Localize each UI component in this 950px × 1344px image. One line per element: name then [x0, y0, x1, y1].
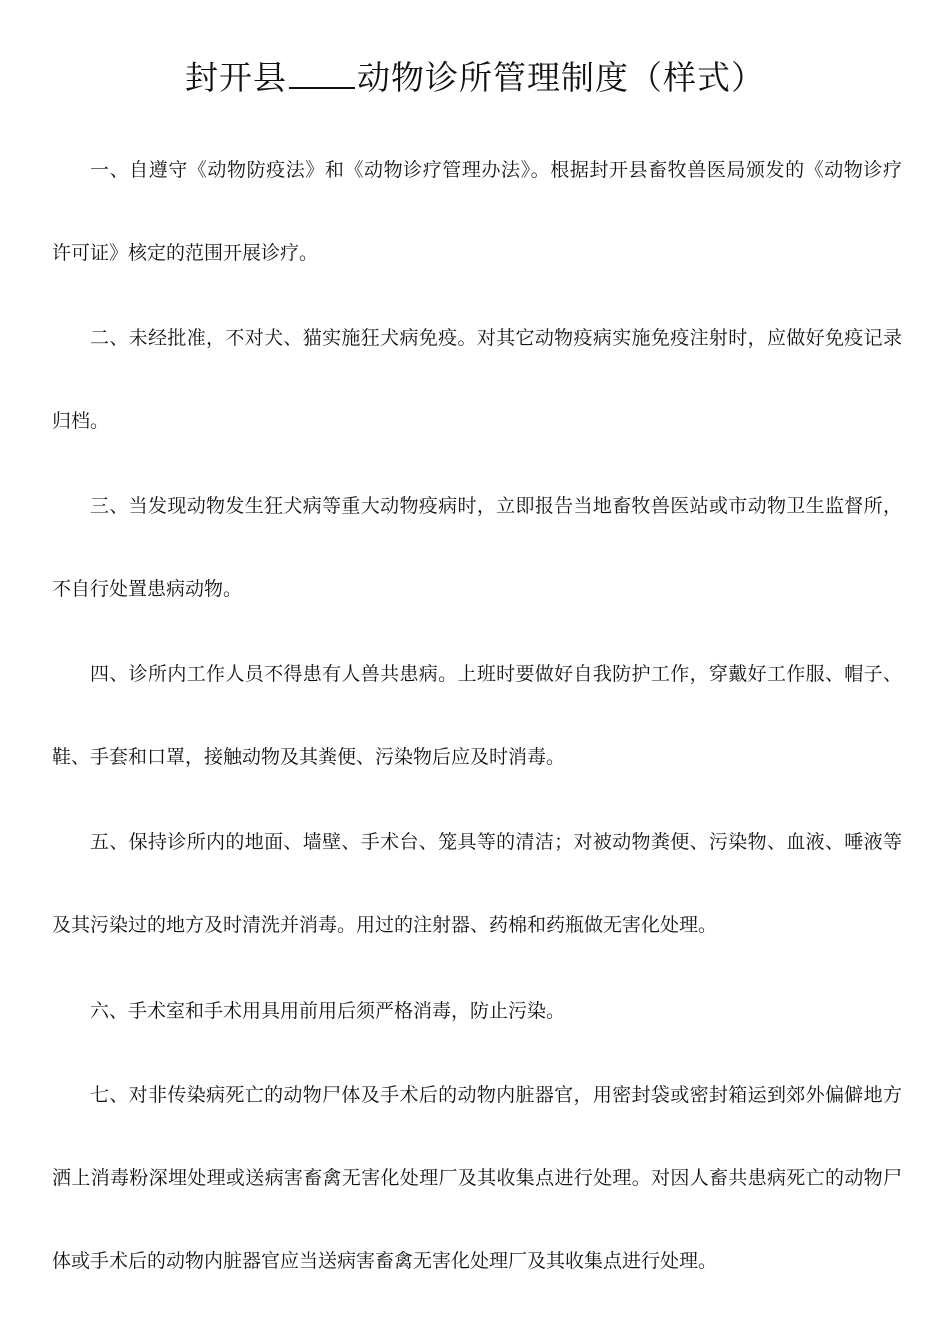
paragraph-1-line-1: 一、自遵守《动物防疫法》和《动物诊疗管理办法》。根据封开县畜牧兽医局颁发的《动物诊疗 — [90, 159, 902, 181]
paragraph-6-line-1: 六、手术室和手术用具用前用后须严格消毒，防止污染。 — [90, 1000, 566, 1022]
document-title — [0, 56, 950, 100]
paragraph-3-line-2: 不自行处置患病动物。 — [52, 578, 243, 600]
title-prefix: 封开县 — [185, 58, 287, 97]
paragraph-4-line-2: 鞋、手套和口罩，接触动物及其粪便、污染物后应及时消毒。 — [52, 746, 566, 768]
paragraph-2-line-1: 二、未经批准，不对犬、猫实施狂犬病免疫。对其它动物疫病实施免疫注射时，应做好免疫记录 — [90, 327, 902, 349]
paragraph-5-line-1: 五、保持诊所内的地面、墙壁、手术台、笼具等的清洁；对被动物粪便、污染物、血液、唾液等 — [90, 831, 902, 853]
paragraph-7-line-2: 洒上消毒粉深埋处理或送病害畜禽无害化处理厂及其收集点进行处理。对因人畜共患病死亡的动物尸 — [52, 1167, 902, 1189]
paragraph-4-line-1: 四、诊所内工作人员不得患有人兽共患病。上班时要做好自我防护工作，穿戴好工作服、帽子、 — [90, 663, 902, 685]
paragraph-2-line-2: 归档。 — [52, 410, 110, 432]
paragraph-7-line-3: 体或手术后的动物内脏器官应当送病害畜禽无害化处理厂及其收集点进行处理。 — [52, 1250, 718, 1272]
title-suffix: 动物诊所管理制度（样式） — [357, 58, 765, 97]
paragraph-7-line-1: 七、对非传染病死亡的动物尸体及手术后的动物内脏器官，用密封袋或密封箱运到郊外偏僻地方 — [90, 1084, 902, 1106]
paragraph-1-line-2: 许可证》核定的范围开展诊疗。 — [52, 242, 319, 264]
title-blank-underline — [289, 57, 355, 89]
paragraph-3-line-1: 三、当发现动物发生狂犬病等重大动物疫病时，立即报告当地畜牧兽医站或市动物卫生监督所， — [90, 495, 902, 517]
paragraph-5-line-2: 及其污染过的地方及时清洗并消毒。用过的注射器、药棉和药瓶做无害化处理。 — [52, 914, 718, 936]
